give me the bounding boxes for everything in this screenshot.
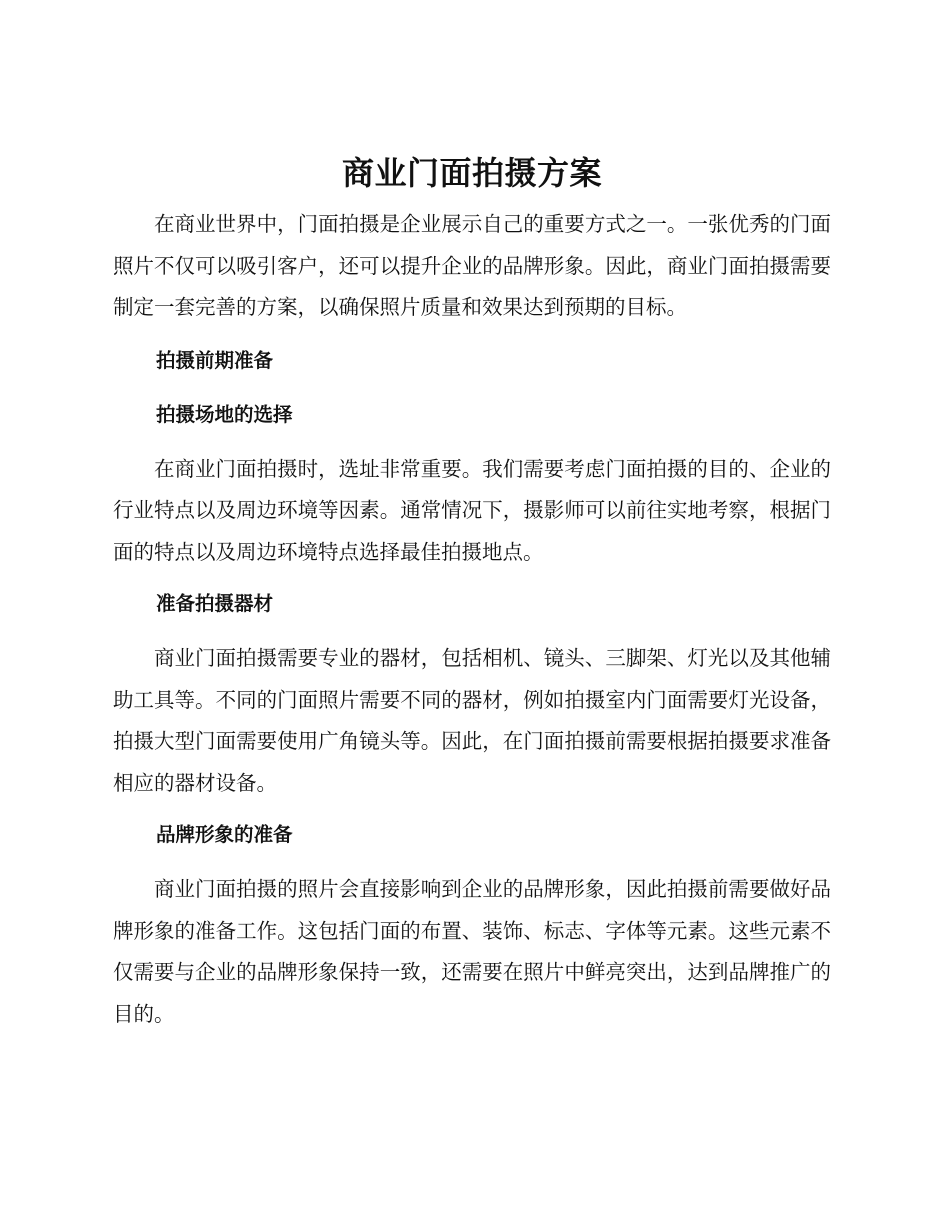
- document-body: [113, 148, 831, 1035]
- section-heading-location: 拍摄场地的选择: [156, 402, 293, 426]
- section-paragraph-location: 在商业门面拍摄时，选址非常重要。我们需要考虑门面拍摄的目的、企业的行业特点以及周边环境等因素。通常情况下，摄影师可以前往实地考察，根据门面的特点以及周边环境特点选择最佳拍摄地点。: [113, 456, 831, 564]
- section-heading-preparation: 拍摄前期准备: [156, 348, 274, 372]
- document-title: 商业门面拍摄方案: [341, 154, 602, 192]
- section-paragraph-equipment: 商业门面拍摄需要专业的器材，包括相机、镜头、三脚架、灯光以及其他辅助工具等。不同的门面照片需要不同的器材，例如拍摄室内门面需要灯光设备，拍摄大型门面需要使用广角镜头等。因此，在门面拍摄前需要根据拍摄要求准备相应的器材设备。: [113, 646, 831, 795]
- section-heading-brand: 品牌形象的准备: [156, 823, 293, 846]
- intro-paragraph: 在商业世界中，门面拍摄是企业展示自己的重要方式之一。一张优秀的门面照片不仅可以吸引客户，还可以提升企业的品牌形象。因此，商业门面拍摄需要制定一套完善的方案，以确保照片质量和效果达到预期的目标。: [113, 212, 831, 319]
- section-heading-equipment: 准备拍摄器材: [156, 592, 274, 615]
- section-paragraph-brand: 商业门面拍摄的照片会直接影响到企业的品牌形象，因此拍摄前需要做好品牌形象的准备工作。这包括门面的布置、装饰、标志、字体等元素。这些元素不仅需要与企业的品牌形象保持一致，还需要在照片中鲜亮突出，达到品牌推广的目的。: [113, 877, 831, 1026]
